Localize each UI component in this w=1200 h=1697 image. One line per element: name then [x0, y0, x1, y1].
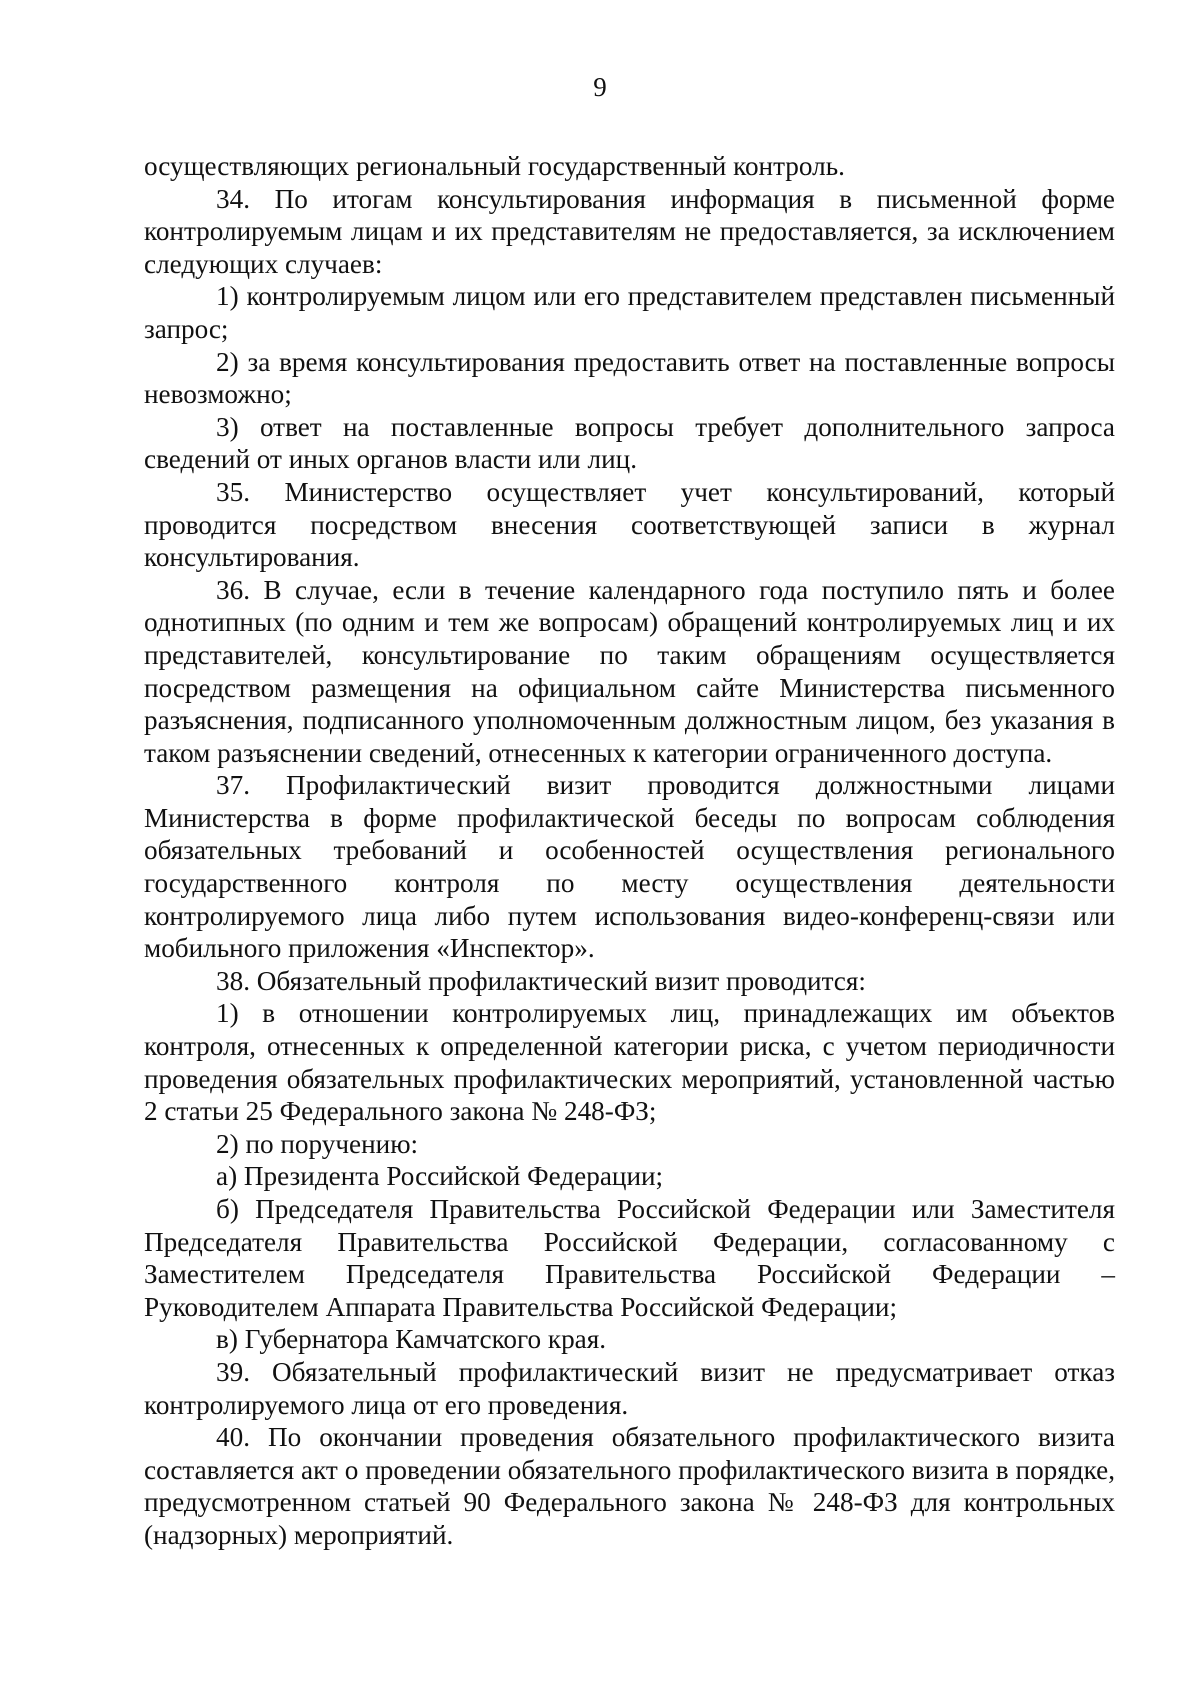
- paragraph-38: 38. Обязательный профилактический визит проводится:: [216, 965, 866, 996]
- paragraph-34-item-2: 2) за время консультирования предоставить ответ на поставленные вопросы невозможно;: [144, 346, 1115, 410]
- paragraph-38-item-2: 2) по поручению:: [216, 1128, 419, 1159]
- paragraph-continuation: осуществляющих региональный государственный контроль.: [144, 151, 845, 181]
- document-body: [144, 150, 1115, 1552]
- paragraph-37: 37. Профилактический визит проводится должностными лицами Министерства в форме профилактической беседы по вопросам соблюдения обязательных требований и особенностей осуществления регионального государственного контроля по месту осуществления деятельности контролируемого лица либо путем использования видео-конференц-связи или мобильного приложения «Инспектор».: [144, 770, 1115, 964]
- paragraph-38-item-2c: в) Губернатора Камчатского края.: [216, 1324, 607, 1355]
- paragraph-38-item-2b: б) Председателя Правительства Российской Федерации или Заместителя Председателя Правительства Российской Федерации, согласованному с Заместителем Председателя Правительства Российской Федерации – Руководителем Аппарата Правительства Российской Федерации;: [144, 1194, 1115, 1322]
- paragraph-36: 36. В случае, если в течение календарного года поступило пять и более однотипных (по одним и тем же вопросам) обращений контролируемых лиц и их представителей, консультирование по таким обращениям осуществляется посредством размещения на официальном сайте Министерства письменного разъяснения, подписанного уполномоченным должностным лицом, без указания в таком разъяснении сведений, отнесенных к категории ограниченного доступа.: [144, 574, 1115, 768]
- paragraph-38-item-1: 1) в отношении контролируемых лиц, принадлежащих им объектов контроля, отнесенных к определенной категории риска, с учетом периодичности проведения обязательных профилактических мероприятий, установленной частью 2 статьи 25 Федерального закона № 248-ФЗ;: [144, 998, 1115, 1127]
- paragraph-35: 35. Министерство осуществляет учет консультирований, который проводится посредством внесения соответствующей записи в журнал консультирования.: [144, 476, 1115, 573]
- paragraph-40: 40. По окончании проведения обязательного профилактического визита составляется акт о проведении обязательного профилактического визита в порядке, предусмотренном статьей 90 Федерального закона № 248-ФЗ для контрольных (надзорных) мероприятий.: [144, 1422, 1115, 1550]
- paragraph-38-item-2a: а) Президента Российской Федерации;: [216, 1161, 664, 1192]
- paragraph-34-item-3: 3) ответ на поставленные вопросы требует дополнительного запроса сведений от иных органов власти или лиц.: [144, 411, 1115, 475]
- paragraph-34: 34. По итогам консультирования информация в письменной форме контролируемым лицам и их представителям не предоставляется, за исключением следующих случаев:: [144, 183, 1115, 279]
- paragraph-39: 39. Обязательный профилактический визит не предусматривает отказ контролируемого лица от его проведения.: [144, 1356, 1115, 1420]
- paragraph-34-item-1: 1) контролируемым лицом или его представителем представлен письменный запрос;: [144, 281, 1115, 344]
- page-number: 9: [593, 72, 607, 102]
